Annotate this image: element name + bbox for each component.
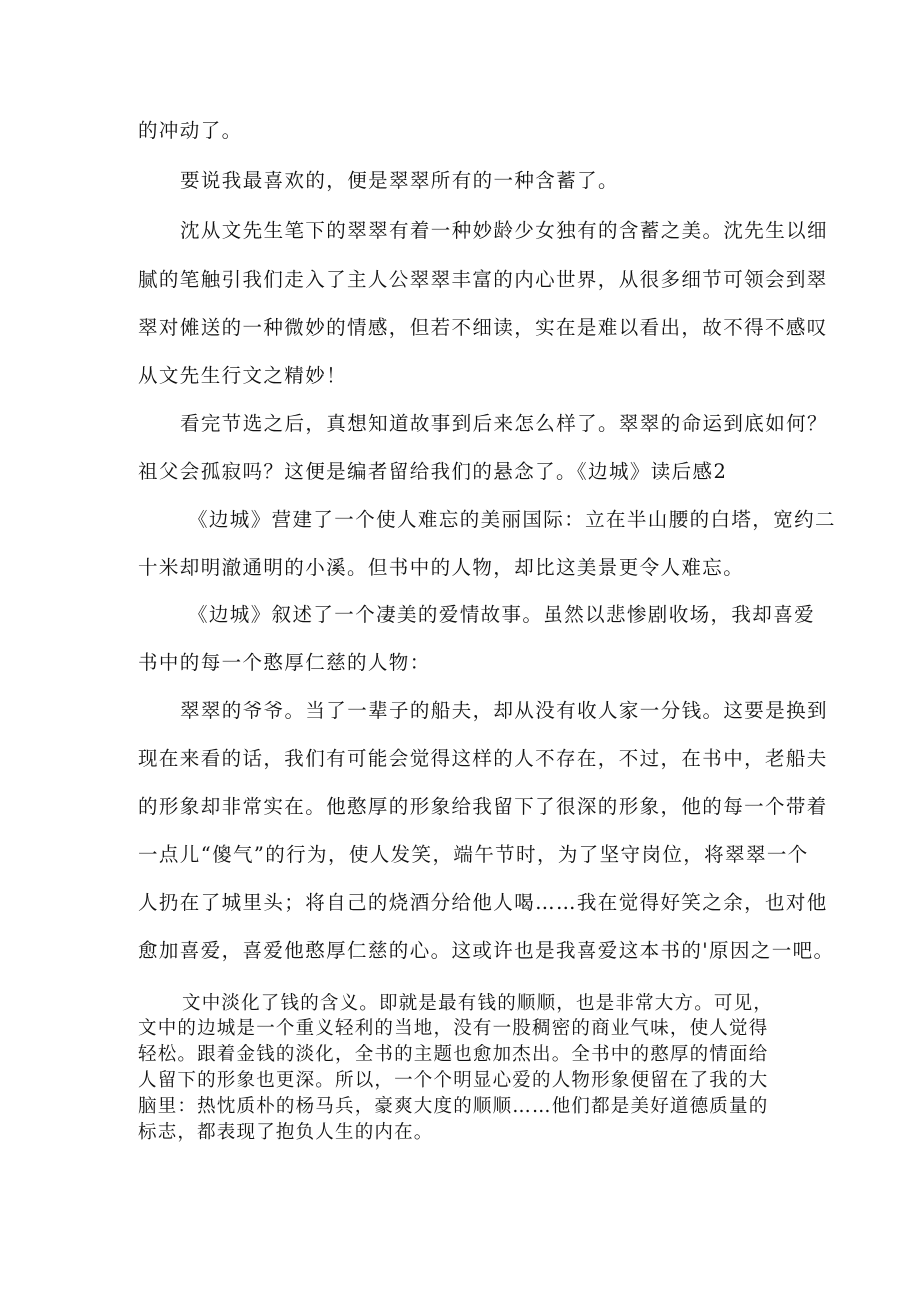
text-line: 脑里：热忱质朴的杨马兵，豪爽大度的顺顺……他们都是美好道德质量的	[138, 1096, 769, 1117]
text-line: 人留下的形象也更深。所以，一个个明显心爱的人物形象便留在了我的大	[138, 1070, 769, 1091]
text-line: 翠翠的爷爷。当了一辈子的船夫，却从没有收人家一分钱。这要是换到	[180, 699, 828, 722]
text-line: 人扔在了城里头；将自己的烧酒分给他人喝……我在觉得好笑之余，也对他	[138, 891, 828, 914]
text-line: 看完节选之后，真想知道故事到后来怎么样了。翠翠的命运到底如何？	[180, 412, 828, 435]
text-line: 祖父会孤寂吗？这便是编者留给我们的悬念了。《边城》读后感2	[138, 460, 728, 483]
text-line: 腻的笔触引我们走入了主人公翠翠丰富的内心世界，从很多细节可领会到翠	[138, 268, 828, 291]
text-line: 一点儿“傻气”的行为，使人发笑，端午节时，为了坚守岗位，将翠翠一个	[138, 843, 809, 866]
text-line: 文中的边城是一个重义轻利的当地，没有一股稠密的商业气味，使人觉得	[138, 1018, 769, 1039]
text-line: 轻松。跟着金钱的淡化，全书的主题也愈加杰出。全书中的憨厚的情面给	[138, 1044, 769, 1065]
text-line: 的形象却非常实在。他憨厚的形象给我留下了很深的形象，他的每一个带着	[138, 795, 828, 818]
text-line: 从文先生行文之精妙！	[138, 364, 348, 387]
text-line: 沈从文先生笔下的翠翠有着一种妙龄少女独有的含蓄之美。沈先生以细	[180, 219, 828, 242]
text-line: 十米却明澈通明的小溪。但书中的人物，却比这美景更令人难忘。	[138, 556, 745, 579]
text-line: 《边城》叙述了一个凄美的爱情故事。虽然以悲惨剧收场，我却喜爱	[188, 603, 816, 626]
text-line: 翠对傩送的一种微妙的情感，但若不细读，实在是难以看出，故不得不感叹	[138, 316, 828, 339]
text-line: 《边城》营建了一个使人难忘的美丽国际：立在半山腰的白塔，宽约二	[188, 508, 836, 531]
text-line: 的冲动了。	[138, 119, 243, 142]
text-line: 现在来看的话，我们有可能会觉得这样的人不存在，不过，在书中，老船夫	[138, 747, 828, 770]
text-line: 文中淡化了钱的含义。即就是最有钱的顺顺，也是非常大方。可见，	[182, 993, 774, 1014]
text-line: 标志，都表现了抱负人生的内在。	[138, 1122, 434, 1143]
text-line: 要说我最喜欢的，便是翠翠所有的一种含蓄了。	[180, 169, 619, 192]
text-line: 书中的每一个憨厚仁慈的人物：	[138, 651, 431, 674]
text-line: 愈加喜爱，喜爱他憨厚仁慈的心。这或许也是我喜爱这本书的'原因之一吧。	[138, 939, 835, 962]
